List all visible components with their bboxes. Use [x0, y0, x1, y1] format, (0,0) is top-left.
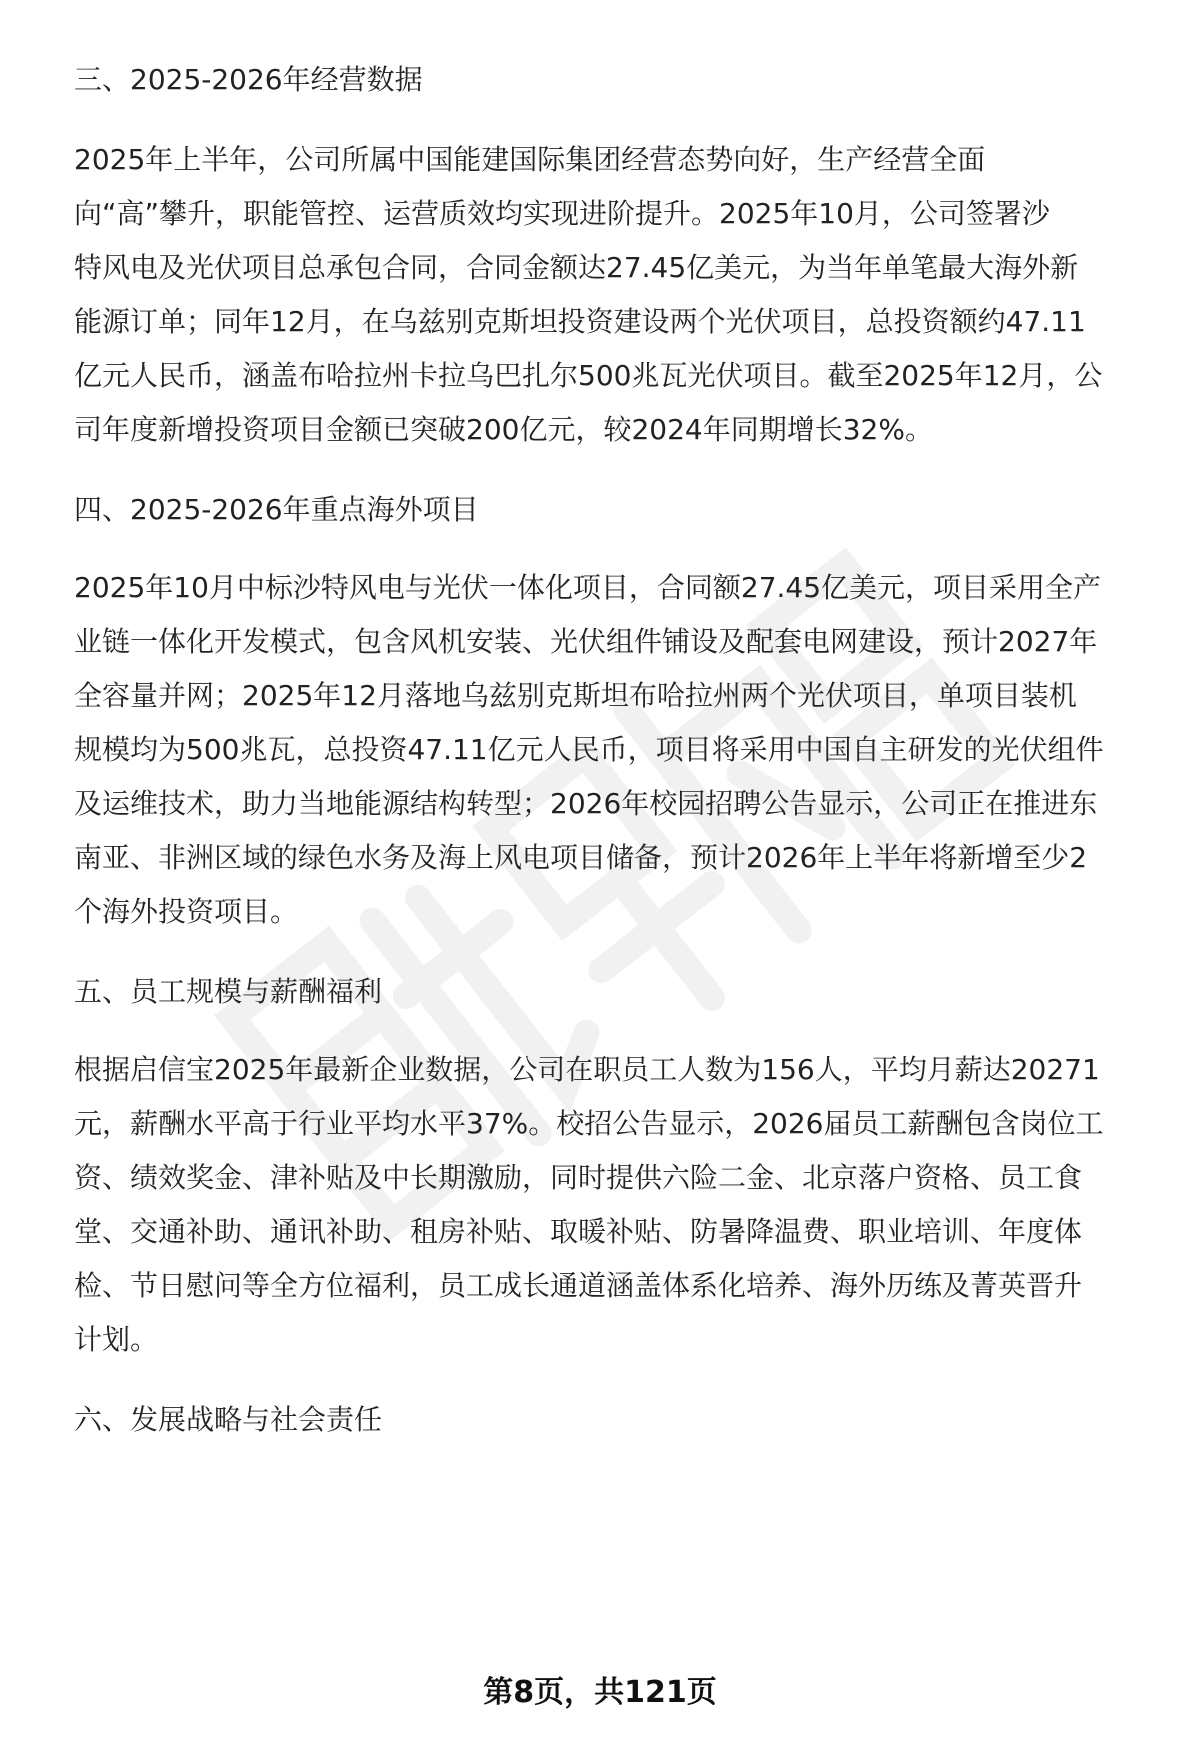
paragraph-line: 向“高”攀升，职能管控、运营质效均实现进阶提升。2025年10月，公司签署沙 — [74, 197, 1050, 230]
paragraph-line: 能源订单；同年12月，在乌兹别克斯坦投资建设两个光伏项目，总投资额约47.11 — [74, 305, 1086, 338]
paragraph-line: 根据启信宝2025年最新企业数据，公司在职员工人数为156人，平均月薪达20271 — [74, 1053, 1100, 1086]
paragraph-line: 计划。 — [74, 1323, 159, 1356]
paragraph-line: 元，薪酬水平高于行业平均水平37%。校招公告显示，2026届员工薪酬包含岗位工 — [74, 1107, 1104, 1140]
paragraph-line: 全容量并网；2025年12月落地乌兹别克斯坦布哈拉州两个光伏项目，单项目装机 — [74, 679, 1077, 712]
paragraph-line: 规模均为500兆瓦，总投资47.11亿元人民币，项目将采用中国自主研发的光伏组件 — [74, 733, 1104, 766]
paragraph-line: 及运维技术，助力当地能源结构转型；2026年校园招聘公告显示，公司正在推进东 — [74, 787, 1098, 820]
paragraph-line: 亿元人民币，涵盖布哈拉州卡拉乌巴扎尔500兆瓦光伏项目。截至2025年12月，公 — [74, 359, 1103, 392]
section-heading-strategy-and-responsibility: 六、发展战略与社会责任 — [74, 1403, 383, 1436]
page-number: 第8页，共121页 — [483, 1675, 717, 1710]
paragraph-line: 检、节日慰问等全方位福利，员工成长通道涵盖体系化培养、海外历练及菁英晋升 — [74, 1269, 1083, 1302]
paragraph-line: 南亚、非洲区域的绿色水务及海上风电项目储备，预计2026年上半年将新增至少2 — [74, 841, 1088, 874]
paragraph-line: 司年度新增投资项目金额已突破200亿元，较2024年同期增长32%。 — [74, 413, 933, 446]
section-heading-operating-data: 三、2025-2026年经营数据 — [74, 63, 423, 96]
section-heading-staff-and-benefits: 五、员工规模与薪酬福利 — [74, 975, 383, 1008]
paragraph-line: 2025年10月中标沙特风电与光伏一体化项目，合同额27.45亿美元，项目采用全产 — [74, 571, 1102, 604]
paragraph-line: 业链一体化开发模式，包含风机安装、光伏组件铺设及配套电网建设，预计2027年 — [74, 625, 1098, 658]
paragraph-line: 堂、交通补助、通讯补助、租房补贴、取暖补贴、防暑降温费、职业培训、年度体 — [74, 1215, 1083, 1248]
paragraph-line: 2025年上半年，公司所属中国能建国际集团经营态势向好，生产经营全面 — [74, 143, 986, 176]
paragraph-line: 资、绩效奖金、津补贴及中长期激励，同时提供六险二金、北京落户资格、员工食 — [74, 1161, 1083, 1194]
paragraph-line: 特风电及光伏项目总承包合同，合同金额达27.45亿美元，为当年单笔最大海外新 — [74, 251, 1079, 284]
section-heading-overseas-projects: 四、2025-2026年重点海外项目 — [74, 493, 479, 526]
paragraph-line: 个海外投资项目。 — [74, 895, 299, 928]
